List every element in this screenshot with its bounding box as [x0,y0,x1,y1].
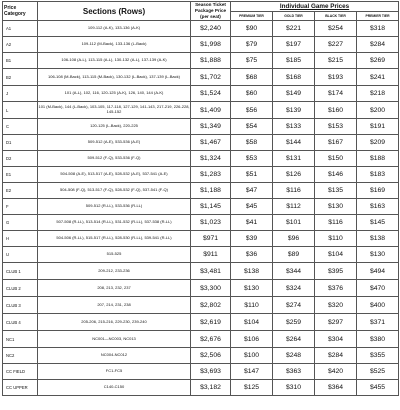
cell-sections: 205-206, 215-216, 229-230, 239-240 [38,314,191,331]
cell-gold-tier: $324 [273,280,315,297]
cell-sections: 208, 213, 232, 237 [38,280,191,297]
cell-season-price: $1,349 [191,119,231,135]
cell-sections: 507-508 (R-LL), 513-514 (R-LL), 531-532 (R-LL), 537-538 (R-LL) [38,215,191,231]
cell-price-category: G [3,215,38,231]
cell-season-price: $3,481 [191,263,231,280]
cell-season-price: $3,300 [191,280,231,297]
cell-season-price: $2,802 [191,297,231,314]
cell-price-category: E2 [3,183,38,199]
cell-premier-tier: $455 [357,380,399,396]
cell-price-category: L [3,102,38,119]
cell-sections: 504-506 (R-LL), 515-517 (R-LL), 528-530 (R-LL), 539-541 (R-LL) [38,231,191,247]
cell-price-category: B1 [3,53,38,69]
cell-premium-tier: $130 [231,280,273,297]
cell-premium-tier: $41 [231,215,273,231]
cell-price-category: B2 [3,69,38,86]
cell-premier-tier: $183 [357,167,399,183]
cell-premium-tier: $106 [231,331,273,348]
cell-black-tier: $320 [315,297,357,314]
table-row [3,167,399,183]
cell-premium-tier: $54 [231,119,273,135]
cell-premier-tier: $241 [357,69,399,86]
cell-black-tier: $284 [315,348,357,364]
cell-premier-tier: $525 [357,364,399,380]
cell-sections: FC1-FC5 [38,364,191,380]
cell-gold-tier: $112 [273,199,315,215]
table-row [3,314,399,331]
cell-price-category: CC FIELD [3,364,38,380]
cell-sections: NC004-NC012 [38,348,191,364]
cell-season-price: $2,240 [191,21,231,37]
cell-sections: 101 (A-L), 102, 116, 120-125 (A-K), 126, 140, 144 (A-K) [38,86,191,102]
cell-sections: 120-125 (L-Back), 220-225 [38,119,191,135]
cell-gold-tier: $149 [273,86,315,102]
header-tier-black: BLACK TIER [315,12,357,21]
table-row [3,21,399,37]
table-row [3,199,399,215]
cell-black-tier: $420 [315,364,357,380]
cell-season-price: $2,676 [191,331,231,348]
cell-season-price: $1,524 [191,86,231,102]
cell-gold-tier: $116 [273,183,315,199]
cell-season-price: $1,283 [191,167,231,183]
table-row [3,183,399,199]
header-tier-gold: GOLD TIER [273,12,315,21]
cell-gold-tier: $133 [273,119,315,135]
table-row [3,37,399,53]
cell-premier-tier: $138 [357,231,399,247]
table-row [3,331,399,348]
cell-gold-tier: $259 [273,314,315,331]
cell-premier-tier: $269 [357,53,399,69]
cell-gold-tier: $197 [273,37,315,53]
cell-premier-tier: $191 [357,119,399,135]
cell-black-tier: $110 [315,231,357,247]
header-season-ticket: Season Ticket Package Price (per seat) [191,2,231,21]
cell-sections: 101 (M-Back), 144 (L-Back), 103-105, 117-118, 127-129, 141-143, 217-219, 226-228, 145-152 [38,102,191,119]
cell-black-tier: $193 [315,69,357,86]
cell-price-category: C [3,119,38,135]
cell-gold-tier: $310 [273,380,315,396]
table-row [3,119,399,135]
table-row [3,135,399,151]
cell-premium-tier: $58 [231,135,273,151]
cell-black-tier: $215 [315,53,357,69]
cell-premier-tier: $318 [357,21,399,37]
cell-black-tier: $376 [315,280,357,297]
cell-black-tier: $150 [315,151,357,167]
cell-season-price: $3,182 [191,380,231,396]
cell-season-price: $3,693 [191,364,231,380]
cell-sections: 207, 214, 231, 238 [38,297,191,314]
cell-price-category: H [3,231,38,247]
table-row [3,247,399,263]
cell-sections: 515-525 [38,247,191,263]
cell-premier-tier: $209 [357,135,399,151]
cell-premium-tier: $47 [231,183,273,199]
cell-premium-tier: $56 [231,102,273,119]
cell-premium-tier: $125 [231,380,273,396]
cell-premier-tier: $130 [357,247,399,263]
table-row [3,297,399,314]
cell-gold-tier: $185 [273,53,315,69]
cell-premium-tier: $39 [231,231,273,247]
cell-price-category: D1 [3,135,38,151]
cell-premium-tier: $90 [231,21,273,37]
cell-premier-tier: $284 [357,37,399,53]
table-row [3,231,399,247]
cell-premier-tier: $200 [357,102,399,119]
header-price-category: Price Category [3,2,38,21]
cell-premium-tier: $100 [231,348,273,364]
cell-gold-tier: $89 [273,247,315,263]
cell-premier-tier: $371 [357,314,399,331]
table-row [3,69,399,86]
table-row [3,86,399,102]
table-header [3,2,399,21]
cell-gold-tier: $248 [273,348,315,364]
cell-black-tier: $174 [315,86,357,102]
table-row [3,348,399,364]
cell-sections: 504-508 (A-E), 513-517 (A-E), 528-532 (A-E), 537-541 (A-E) [38,167,191,183]
cell-price-category: CLUB 4 [3,314,38,331]
cell-premier-tier: $163 [357,199,399,215]
cell-gold-tier: $126 [273,167,315,183]
cell-premium-tier: $110 [231,297,273,314]
cell-gold-tier: $363 [273,364,315,380]
cell-black-tier: $146 [315,167,357,183]
cell-season-price: $1,702 [191,69,231,86]
header-tier-premier: PREMIER TIER [357,12,399,21]
cell-premium-tier: $75 [231,53,273,69]
cell-premium-tier: $45 [231,199,273,215]
cell-sections: 509-512 (F-Q), 533-536 (F-Q) [38,151,191,167]
cell-season-price: $2,619 [191,314,231,331]
cell-sections: NC001—NC003, NC013 [38,331,191,348]
cell-sections: 209-212, 233-236 [38,263,191,280]
cell-black-tier: $364 [315,380,357,396]
cell-price-category: J [3,86,38,102]
table-row [3,215,399,231]
cell-price-category: A2 [3,37,38,53]
table-row [3,380,399,396]
cell-price-category: U [3,247,38,263]
table-row [3,263,399,280]
cell-gold-tier: $144 [273,135,315,151]
header-sections: Sections (Rows) [38,2,191,21]
table-row [3,280,399,297]
cell-premium-tier: $60 [231,86,273,102]
cell-season-price: $1,467 [191,135,231,151]
cell-black-tier: $254 [315,21,357,37]
cell-season-price: $1,324 [191,151,231,167]
cell-premier-tier: $494 [357,263,399,280]
cell-season-price: $971 [191,231,231,247]
cell-gold-tier: $168 [273,69,315,86]
cell-price-category: A1 [3,21,38,37]
cell-sections: 504-508 (F-Q), 513-517 (F-Q), 528-532 (F-Q), 537-541 (F-Q) [38,183,191,199]
cell-price-category: NC1 [3,331,38,348]
cell-black-tier: $130 [315,199,357,215]
cell-premier-tier: $188 [357,151,399,167]
table-row [3,151,399,167]
cell-black-tier: $153 [315,119,357,135]
table-row [3,53,399,69]
cell-premium-tier: $104 [231,314,273,331]
cell-premium-tier: $51 [231,167,273,183]
cell-price-category: CC UPPER [3,380,38,396]
table-body [3,21,399,396]
cell-gold-tier: $96 [273,231,315,247]
cell-premier-tier: $169 [357,183,399,199]
cell-black-tier: $135 [315,183,357,199]
cell-gold-tier: $139 [273,102,315,119]
cell-black-tier: $104 [315,247,357,263]
cell-premium-tier: $36 [231,247,273,263]
cell-season-price: $1,145 [191,199,231,215]
table-row [3,364,399,380]
cell-premier-tier: $470 [357,280,399,297]
cell-premier-tier: $145 [357,215,399,231]
cell-sections: 109-112 (A-K), 133-136 (A-K) [38,21,191,37]
cell-black-tier: $304 [315,331,357,348]
cell-premium-tier: $68 [231,69,273,86]
cell-price-category: CLUB 1 [3,263,38,280]
cell-gold-tier: $274 [273,297,315,314]
cell-gold-tier: $264 [273,331,315,348]
cell-season-price: $2,506 [191,348,231,364]
header-individual-game: Individual Game Prices [231,2,399,12]
cell-premier-tier: $380 [357,331,399,348]
cell-black-tier: $167 [315,135,357,151]
table-row [3,102,399,119]
cell-black-tier: $160 [315,102,357,119]
cell-gold-tier: $101 [273,215,315,231]
cell-premium-tier: $79 [231,37,273,53]
cell-sections: C140-C150 [38,380,191,396]
cell-sections: 109-112 (M-Back), 133-136 (L-Back) [38,37,191,53]
cell-sections: 106-108 (M-Back), 113-115 (M-Back), 130-132 (L-Back), 137-139 (L-Back) [38,69,191,86]
cell-sections: 106-108 (A-L), 113-115 (A-L), 130-132 (A-L), 137-139 (A-K) [38,53,191,69]
cell-season-price: $1,409 [191,102,231,119]
cell-season-price: $911 [191,247,231,263]
header-tier-premium: PREMIUM TIER [231,12,273,21]
cell-black-tier: $116 [315,215,357,231]
cell-price-category: CLUB 2 [3,280,38,297]
cell-premier-tier: $400 [357,297,399,314]
cell-premium-tier: $147 [231,364,273,380]
cell-price-category: F [3,199,38,215]
cell-premium-tier: $138 [231,263,273,280]
cell-gold-tier: $131 [273,151,315,167]
cell-season-price: $1,888 [191,53,231,69]
cell-black-tier: $297 [315,314,357,331]
cell-premium-tier: $53 [231,151,273,167]
cell-gold-tier: $221 [273,21,315,37]
cell-price-category: E1 [3,167,38,183]
cell-season-price: $1,998 [191,37,231,53]
cell-gold-tier: $344 [273,263,315,280]
cell-price-category: CLUB 3 [3,297,38,314]
cell-price-category: NC2 [3,348,38,364]
cell-premier-tier: $218 [357,86,399,102]
cell-season-price: $1,188 [191,183,231,199]
cell-black-tier: $395 [315,263,357,280]
cell-black-tier: $227 [315,37,357,53]
cell-season-price: $1,023 [191,215,231,231]
cell-premier-tier: $355 [357,348,399,364]
ticket-price-table [2,1,399,396]
cell-price-category: D2 [3,151,38,167]
cell-sections: 509-512 (A-E), 533-536 (A-E) [38,135,191,151]
cell-sections: 509-512 (R-LL), 533-536 (R-LL) [38,199,191,215]
